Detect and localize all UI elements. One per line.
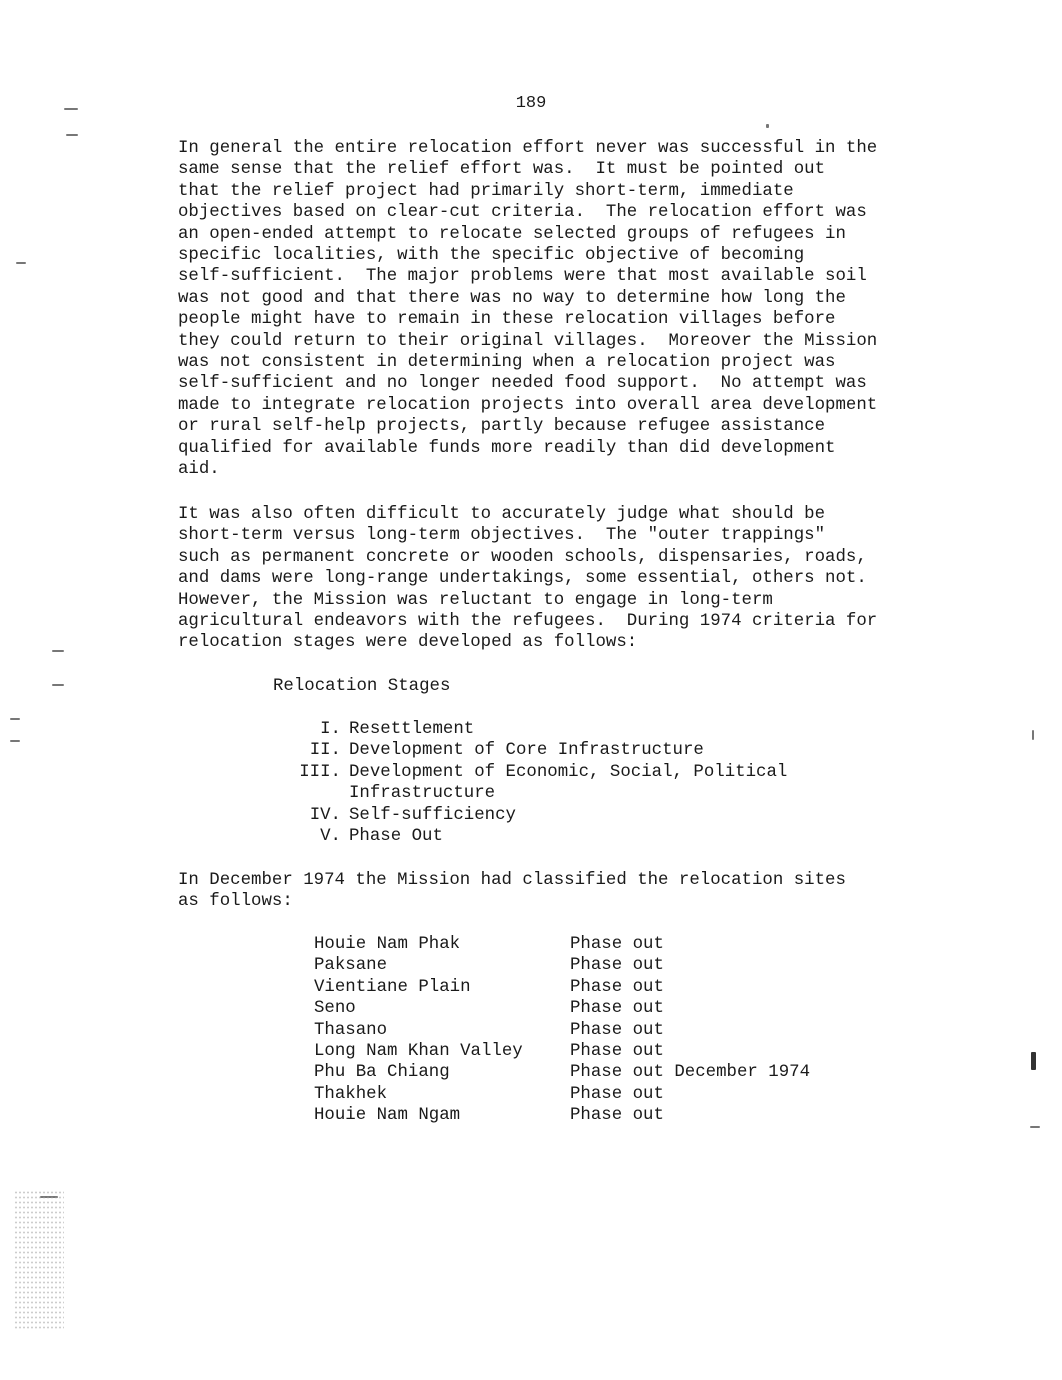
stage-item-continuation <box>273 783 873 804</box>
scan-mark <box>1032 730 1034 740</box>
site-status: Phase out <box>570 1042 664 1062</box>
site-row <box>314 955 914 976</box>
site-name: Phu Ba Chiang <box>314 1063 450 1083</box>
scan-mark <box>766 124 769 128</box>
stage-number: V. <box>320 827 341 847</box>
relocation-stages-list <box>273 719 873 847</box>
stage-item <box>273 762 873 783</box>
site-name: Thasano <box>314 1020 388 1040</box>
site-name: Houie Nam Phak <box>314 935 461 954</box>
stage-item <box>273 826 873 847</box>
site-name: Vientiane Plain <box>314 977 471 997</box>
page-number: 189 <box>515 94 547 113</box>
site-status: Phase out <box>570 1084 664 1104</box>
stage-item <box>273 740 873 761</box>
site-status: Phase out December 1974 <box>570 1063 811 1083</box>
site-row <box>314 1105 914 1126</box>
scan-mark <box>10 740 20 742</box>
site-name: Paksane <box>314 956 388 976</box>
scan-mark <box>66 134 78 136</box>
stage-number: IV. <box>309 805 341 825</box>
site-row <box>314 977 914 998</box>
site-status: Phase out <box>570 999 664 1019</box>
site-status: Phase out <box>570 1106 664 1126</box>
site-row <box>314 934 914 955</box>
scan-mark <box>52 684 64 686</box>
site-name: Houie Nam Ngam <box>314 1106 461 1126</box>
stages-heading: Relocation Stages <box>273 677 451 696</box>
site-name: Thakhek <box>314 1084 388 1104</box>
site-row <box>314 1062 914 1083</box>
site-status: Phase out <box>570 935 664 954</box>
stage-number <box>273 783 349 804</box>
scan-mark <box>52 650 64 652</box>
stage-number: III. <box>299 762 341 782</box>
stage-number: I. <box>320 720 341 739</box>
stage-label: Self-sufficiency <box>349 805 516 825</box>
stage-label: Phase Out <box>349 827 443 847</box>
paragraph-relocation-effort: In general the entire relocation effort never was successful in the same sense that the relief effort was. It must be pointed out that the relief project had primarily short-term, immediate objectives based on clear-cut criteria. The relocation effort was an open-ended attempt to relocate selected groups of refugees in specific localities, with the specific objective of becoming self-sufficient. The major problems were that most available soil was not good and that there was no way to determine how long the people might have to remain in these relocation villages before they could return to their original villages. Moreover the Mission was not consistent in determining when a relocation project was self-sufficient and no longer needed food support. No attempt was made to integrate relocation projects into overall area development or rural self-help projects, partly because refugee assistance qualified for available funds more readily than did development aid. <box>178 139 878 480</box>
site-row <box>314 1041 914 1062</box>
site-status: Phase out <box>570 956 664 976</box>
relocation-sites-list <box>314 934 914 1127</box>
scan-mark <box>16 262 26 264</box>
site-row <box>314 1020 914 1041</box>
stage-number: II. <box>309 741 341 761</box>
site-name: Seno <box>314 999 356 1019</box>
scan-mark <box>64 108 78 110</box>
site-row <box>314 1084 914 1105</box>
stage-label: Development of Core Infrastructure <box>349 741 704 761</box>
site-row <box>314 998 914 1019</box>
stage-item <box>273 719 873 740</box>
stage-label: Development of Economic, Social, Political <box>349 762 788 782</box>
scan-noise <box>14 1190 64 1330</box>
scan-mark <box>1031 1052 1036 1070</box>
stage-label: Resettlement <box>349 720 475 739</box>
scan-mark <box>10 718 20 720</box>
stage-item <box>273 805 873 826</box>
paragraph-site-classification: In December 1974 the Mission had classified the relocation sites as follows: <box>178 871 846 912</box>
scan-mark <box>1030 1126 1040 1128</box>
site-status: Phase out <box>570 1020 664 1040</box>
site-name: Long Nam Khan Valley <box>314 1042 523 1062</box>
paragraph-objectives: It was also often difficult to accurately judge what should be short-term versus long-term objectives. The "outer trappings" such as permanent concrete or wooden schools, dispensaries, roads, and dams were long-range undertakings, some essential, others not. However, the Mission was reluctant to engage in long-term agricultural endeavors with the refugees. During 1974 criteria for relocation stages were developed as follows: <box>178 505 878 653</box>
stage-label: Infrastructure <box>349 784 496 804</box>
site-status: Phase out <box>570 977 664 997</box>
